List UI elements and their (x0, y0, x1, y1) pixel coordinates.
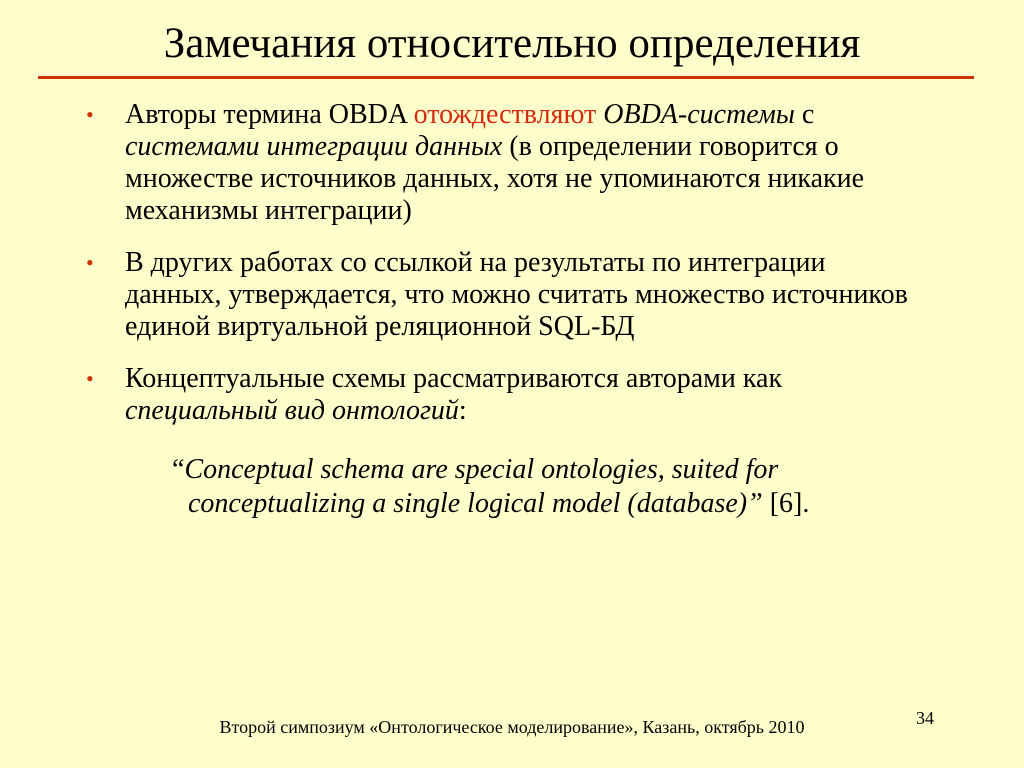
bullet-text-italic: специальный вид онтологий (125, 395, 459, 426)
bullet-item (80, 363, 940, 427)
bullet-item (80, 99, 905, 227)
bullet-text-part: с (794, 99, 815, 130)
bullet-list (80, 99, 940, 447)
quote-open-mark: “ (172, 454, 185, 485)
bullet-dot-icon: • (86, 102, 94, 127)
slide-footer: Второй симпозиум «Онтологическое моделирование», Казань, октябрь 2010 (219, 717, 805, 737)
bullet-dot-icon: • (86, 250, 94, 275)
title-underline (38, 76, 974, 79)
bullet-text-italic: системами интеграции данных (125, 131, 503, 162)
bullet-text-italic: OBDA-системы (603, 99, 795, 130)
bullet-text-part: Авторы термина OBDA (125, 99, 414, 130)
bullet-text-part: : (458, 395, 467, 426)
bullet-dot-icon: • (86, 366, 94, 391)
bullet-item (80, 247, 925, 343)
bullet-text-highlight: отождествляют (413, 99, 597, 130)
bullet-text-part: Концептуальные схемы рассматриваются авторами как (125, 363, 783, 394)
page-number: 34 (916, 708, 934, 728)
quote-text: Conceptual schema are special ontologies, suited for conceptualizing a single logical model (database)” (184, 454, 779, 519)
bullet-text-part: (в определении говорится о множестве источников данных, хотя не упоминаются никакие механизмы интеграции) (125, 131, 865, 226)
quote-reference: [6]. (762, 488, 810, 519)
slide-title: Замечания относительно определения (163, 20, 861, 67)
quotation (172, 453, 908, 521)
bullet-text-part: В других работах со ссылкой на результаты по интеграции данных, утверждается, что можно считать множество источников единой виртуальной реляционной SQL-БД (125, 247, 908, 342)
